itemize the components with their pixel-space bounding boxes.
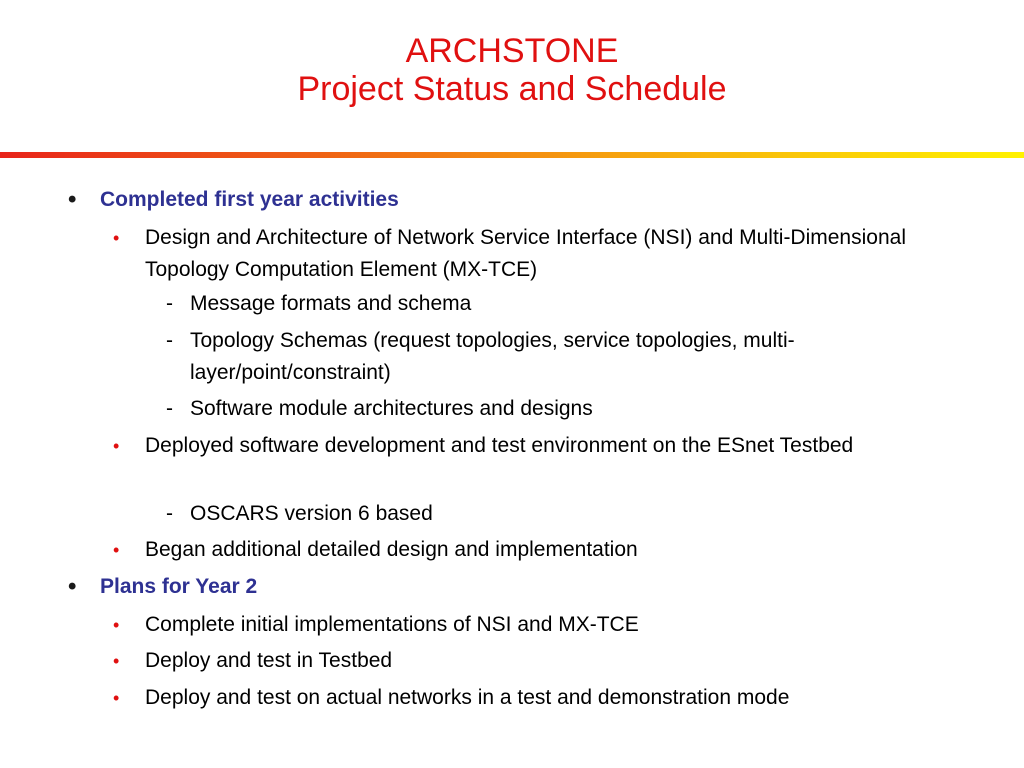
list-item-text: Design and Architecture of Network Service Interface (NSI) and Multi-Dimensional Topology Computation Element (MX-TCE) <box>145 226 906 281</box>
bullet-icon: • <box>113 228 120 248</box>
list-item-text: Deployed software development and test environment on the ESnet Testbed <box>145 434 854 457</box>
dash-icon: - <box>166 292 173 315</box>
bullet-icon: • <box>113 651 120 671</box>
section-heading-text: Plans for Year 2 <box>100 575 258 598</box>
section-heading-completed <box>68 184 980 216</box>
dash-icon: - <box>166 329 173 352</box>
bullet-icon: • <box>68 573 77 600</box>
bullet-icon: • <box>113 688 120 708</box>
list-item-text: Deploy and test on actual networks in a test and demonstration mode <box>145 686 790 709</box>
slide-title-line-2: Project Status and Schedule <box>297 70 727 108</box>
list-item-text: Complete initial implementations of NSI and MX-TCE <box>145 613 639 636</box>
slide-title-line-1: ARCHSTONE <box>405 32 619 70</box>
list-item <box>113 682 955 714</box>
sub-list-item-text: Software module architectures and designs <box>190 397 593 420</box>
bullet-icon: • <box>113 540 120 560</box>
bullet-icon: • <box>68 186 77 213</box>
list-item-text: Deploy and test in Testbed <box>145 649 393 672</box>
list-item <box>113 645 955 677</box>
list-item <box>113 430 955 462</box>
sub-list-item-text: Message formats and schema <box>190 292 472 315</box>
section-heading-text: Completed first year activities <box>100 188 399 211</box>
section-heading-plans <box>68 571 980 603</box>
dash-icon: - <box>166 502 173 525</box>
slide-title <box>0 32 1024 108</box>
sub-list-item-text: Topology Schemas (request topologies, service topologies, multi-layer/point/constraint) <box>190 329 795 384</box>
title-divider <box>0 152 1024 158</box>
bullet-icon: • <box>113 436 120 456</box>
dash-icon: - <box>166 397 173 420</box>
list-item <box>113 534 955 566</box>
sub-list-item <box>166 288 950 320</box>
sub-list-item <box>166 393 950 425</box>
list-item <box>113 222 955 286</box>
list-item <box>113 609 955 641</box>
sub-list-item-text: OSCARS version 6 based <box>190 502 433 525</box>
sub-list-item <box>166 498 950 530</box>
sub-list-item <box>166 325 950 389</box>
list-item-text: Began additional detailed design and implementation <box>145 538 638 561</box>
bullet-icon: • <box>113 615 120 635</box>
